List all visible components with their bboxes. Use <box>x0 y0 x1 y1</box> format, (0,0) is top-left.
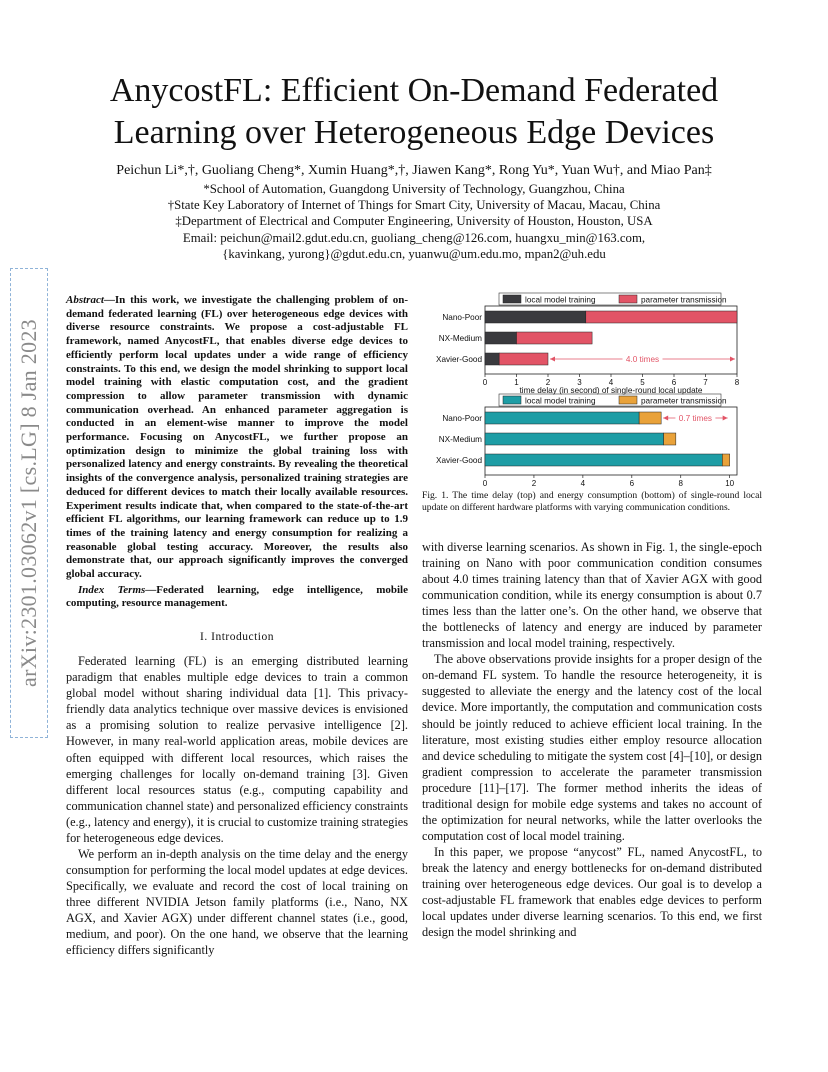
legend-swatch <box>619 396 637 404</box>
figure-1 <box>422 290 762 488</box>
abstract-text: —In this work, we investigate the challenging problem of on-demand federated learning (FL) over heterogeneous edge devices with diverse resource constraints. We propose a cost-adjustable FL framework, named AnycostFL, that enables diverse edge devices to efficiently perform local updates under a wide range of efficiency constraints. To this end, we design the model shrinking to support local model training with elastic computation cost, and the gradient compression to allow parameter transmission with dynamic communication overhead. An enhanced parameter aggregation is conducted in an element-wise manner to improve the model performance. Focusing on AnycostFL, we further propose an optimization design to minimize the global training loss with personalized latency and energy constraints. By revealing the theoretical insights of the convergence analysis, personalized training strategies are deduced for different devices to match their locally available resources. Experiment results indicate that, when compared to the state-of-the-art efficient FL algorithms, our learning framework can reduce up to 1.9 times of the training latency and energy consumption for realizing a reasonable global testing accuracy. Moreover, the results also demonstrate that, our approach significantly improves the converged global accuracy. <box>66 294 408 581</box>
legend-label: parameter transmission <box>641 396 727 406</box>
x-tick-label: 4 <box>608 378 614 387</box>
bar-segment <box>485 311 586 323</box>
x-tick-label: 2 <box>545 378 551 387</box>
category-label: NX-Medium <box>438 435 482 444</box>
legend-label: parameter transmission <box>641 295 727 305</box>
category-label: Nano-Poor <box>442 313 482 322</box>
body-paragraph: The above observations provide insights for a proper design of the on-demand FL system. To handle the resource heterogeneity, it is suggested to alleviate the energy and the latency cost of the local device. More importantly, the computation and communication costs should be jointly reduced to achieve efficient local training. In the literature, most existing studies either employ resource allocation and device scheduling to mitigate the system cost [4]–[10], or design gradient compression to accelerate the parameter transmission procedure [11]–[17]. The former method inherits the ideas of traditional design for mobile edge systems and takes no account of the optimization for neural networks, while the latter overlooks the computation cost of local model training. <box>422 652 762 843</box>
x-tick-label: 4 <box>580 479 586 488</box>
title-line-2: Learning over Heterogeneous Edge Devices <box>113 114 715 151</box>
arxiv-stamp <box>10 268 48 738</box>
title-line-1: AnycostFL: Efficient On-Demand Federated <box>109 72 719 109</box>
index-terms-text: —Federated learning, edge intelligence, mobile computing, resource management. <box>66 583 408 610</box>
x-tick-label: 8 <box>678 479 683 488</box>
category-label: Xavier-Good <box>436 355 482 364</box>
left-column <box>66 294 408 958</box>
index-terms-label: Index Terms <box>78 583 146 596</box>
category-label: NX-Medium <box>438 334 482 343</box>
affiliation-line: ‡Department of Electrical and Computer Engineering, University of Houston, Houston, USA <box>175 214 653 229</box>
annotation-label: 4.0 times <box>625 355 660 364</box>
arxiv-stamp-text: arXiv:2301.03062v1 [cs.LG] 8 Jan 2023 <box>16 319 41 687</box>
section-heading: I. Introduction <box>200 631 274 644</box>
arrow-head <box>723 416 728 421</box>
x-tick-label: 6 <box>629 479 635 488</box>
legend-label: local model training <box>525 396 596 406</box>
bar-segment <box>639 412 661 424</box>
x-tick-label: 0 <box>482 378 488 387</box>
category-label: Xavier-Good <box>436 456 482 465</box>
x-tick-label: 2 <box>531 479 537 488</box>
bar-segment <box>499 353 548 365</box>
annotation-label: 0.7 times <box>678 414 713 423</box>
bar-segment <box>485 412 639 424</box>
x-tick-label: 8 <box>734 378 740 387</box>
x-tick-label: 0 <box>482 479 488 488</box>
x-tick-label: 5 <box>640 378 645 387</box>
abstract-label: Abstract <box>66 294 104 306</box>
right-column <box>422 539 762 940</box>
abstract <box>66 294 408 582</box>
body-paragraph: with diverse learning scenarios. As shown in Fig. 1, the single-epoch training on Nano with poor communication condition consumes about 4.0 times training latency than that of Xavier AGX with good communication condition, while its energy consumption is about 0.7 times less than the latter one’s. On the other hand, we observe that the bottlenecks of latency and energy are induced by parameter transmission and local model training, respectively. <box>422 540 762 651</box>
figure-caption: Fig. 1. The time delay (top) and energy consumption (bottom) of single-round local update on different hardware platforms with varying communication conditions. <box>422 490 762 513</box>
bar-segment <box>485 433 664 445</box>
category-label: Nano-Poor <box>442 414 482 423</box>
index-terms <box>66 584 408 611</box>
author-list: Peichun Li*,†, Guoliang Cheng*, Xumin Huang*,†, Jiawen Kang*, Rong Yu*, Yuan Wu†, and Miao Pan‡ <box>116 163 712 178</box>
affiliation-line: *School of Automation, Guangdong University of Technology, Guangzhou, China <box>203 182 625 196</box>
paper-title <box>0 70 828 154</box>
bar-segment <box>485 454 722 466</box>
x-tick-label: 7 <box>703 378 708 387</box>
x-tick-label: 6 <box>671 378 677 387</box>
affiliation-line: †State Key Laboratory of Internet of Things for Smart City, University of Macau, Macau, China <box>167 198 661 213</box>
affiliations <box>0 181 828 262</box>
x-axis-label: time delay (in second) of single-round local update <box>519 386 703 395</box>
arrow-head <box>550 357 555 362</box>
bar-segment <box>517 332 593 344</box>
x-tick-label: 1 <box>514 378 519 387</box>
bar-segment <box>722 454 729 466</box>
x-tick-label: 3 <box>577 378 582 387</box>
body-paragraph: In this paper, we propose “anycost” FL, named AnycostFL, to break the latency and energy bottlenecks for on-demand distributed training over heterogeneous edge devices. Our goal is to develop a cost-adjustable FL framework that enables edge devices to perform local updates under diverse learning scenarios. To this end, we first design the model shrinking and <box>422 844 762 940</box>
intro-paragraph-1: Federated learning (FL) is an emerging distributed learning paradigm that enables multiple edge devices to train a common global model without sharing individual data [1]. This privacy-friendly data analytics technique over massive devices is envisioned as a promising solution to realize pervasive intelligence [2]. However, in many real-world application areas, mobile devices are often equipped with different local resources, which raises the emerging challenges for locally on-demand training [3]. Given different local resources status (e.g., computing capability and communication channel state) and personalized efficiency constraints (e.g., latency and energy), it is crucial to customize training strategies for heterogeneous edge devices. <box>66 654 408 845</box>
x-tick-label: 10 <box>725 479 735 488</box>
bar-segment <box>485 353 499 365</box>
arrow-head <box>663 416 668 421</box>
bar-segment <box>664 433 676 445</box>
arrow-head <box>730 357 735 362</box>
legend-swatch <box>503 396 521 404</box>
email-line: {kavinkang, yurong}@gdut.edu.cn, yuanwu@um.edu.mo, mpan2@uh.edu <box>222 246 606 261</box>
email-line: Email: peichun@mail2.gdut.edu.cn, guoliang_cheng@126.com, huangxu_min@163.com, <box>182 230 646 245</box>
bar-segment <box>586 311 737 323</box>
legend-label: local model training <box>525 295 596 305</box>
legend-swatch <box>503 295 521 303</box>
intro-paragraph-2: We perform an in-depth analysis on the time delay and the energy consumption for performing the local model updates at edge devices. Specifically, we evaluate and record the cost of local training on three different NVIDIA Jetson family platforms (i.e., Nano, NX AGX, and Xavier AGX) under different channel states (i.e., good, medium, and poor). On the one hand, we observe that the learning efficiency differs significantly <box>66 846 408 958</box>
bar-segment <box>485 332 517 344</box>
x-axis-label <box>506 487 717 488</box>
legend-swatch <box>619 295 637 303</box>
